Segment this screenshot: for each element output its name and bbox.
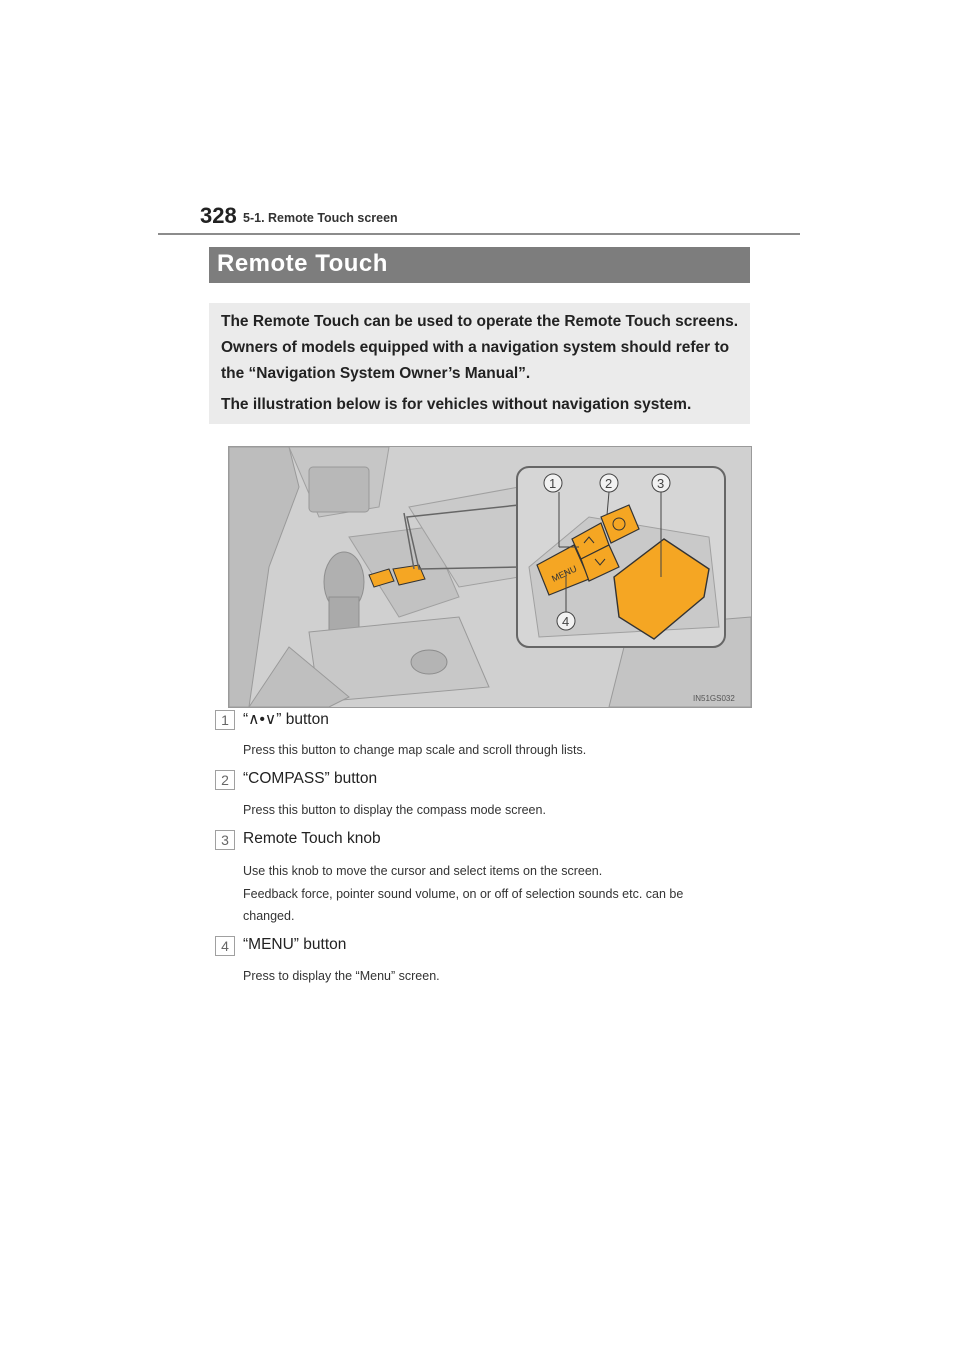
title-bar xyxy=(209,247,750,283)
page-title: Remote Touch xyxy=(217,250,388,277)
item-description: Press to display the “Menu” screen. xyxy=(243,969,440,983)
item-description: Use this knob to move the cursor and select items on the screen. xyxy=(243,864,603,878)
item-number-badge: 4 xyxy=(215,936,235,956)
intro-line: the “Navigation System Owner’s Manual”. xyxy=(221,365,531,382)
header-rule xyxy=(158,233,800,235)
callout-4 xyxy=(557,612,575,630)
item-number-badge: 3 xyxy=(215,830,235,850)
item-number-badge: 2 xyxy=(215,770,235,790)
console-drawing xyxy=(229,447,751,707)
section-title: 5-1. Remote Touch screen xyxy=(243,211,398,225)
remote-touch-illustration xyxy=(228,446,752,708)
item-title: “∧•∨” button xyxy=(243,711,329,728)
intro-line: The illustration below is for vehicles without navigation system. xyxy=(221,396,692,413)
intro-line: Owners of models equipped with a navigation system should refer to xyxy=(221,339,730,356)
illustration-code: IN51GS032 xyxy=(693,694,735,703)
svg-text:4: 4 xyxy=(562,614,570,629)
svg-text:3: 3 xyxy=(657,476,665,491)
item-description: changed. xyxy=(243,909,295,923)
item-number-badge: 1 xyxy=(215,710,235,730)
item-title: “MENU” button xyxy=(243,936,347,953)
page-number: 328 xyxy=(200,203,237,228)
callout-3 xyxy=(652,474,670,492)
item-title: “COMPASS” button xyxy=(243,770,378,787)
intro-line: The Remote Touch can be used to operate the Remote Touch screens. xyxy=(221,313,739,330)
item-description: Press this button to change map scale and scroll through lists. xyxy=(243,743,587,757)
item-description: Press this button to display the compass mode screen. xyxy=(243,803,546,817)
svg-text:2: 2 xyxy=(605,476,613,491)
svg-text:MENU: MENU xyxy=(550,563,579,584)
item-title: Remote Touch knob xyxy=(243,830,381,847)
item-description: Feedback force, pointer sound volume, on or off of selection sounds etc. can be xyxy=(243,887,684,901)
callout-1 xyxy=(544,474,562,492)
callout-2 xyxy=(600,474,618,492)
svg-text:1: 1 xyxy=(549,476,557,491)
intro-box xyxy=(209,303,750,424)
